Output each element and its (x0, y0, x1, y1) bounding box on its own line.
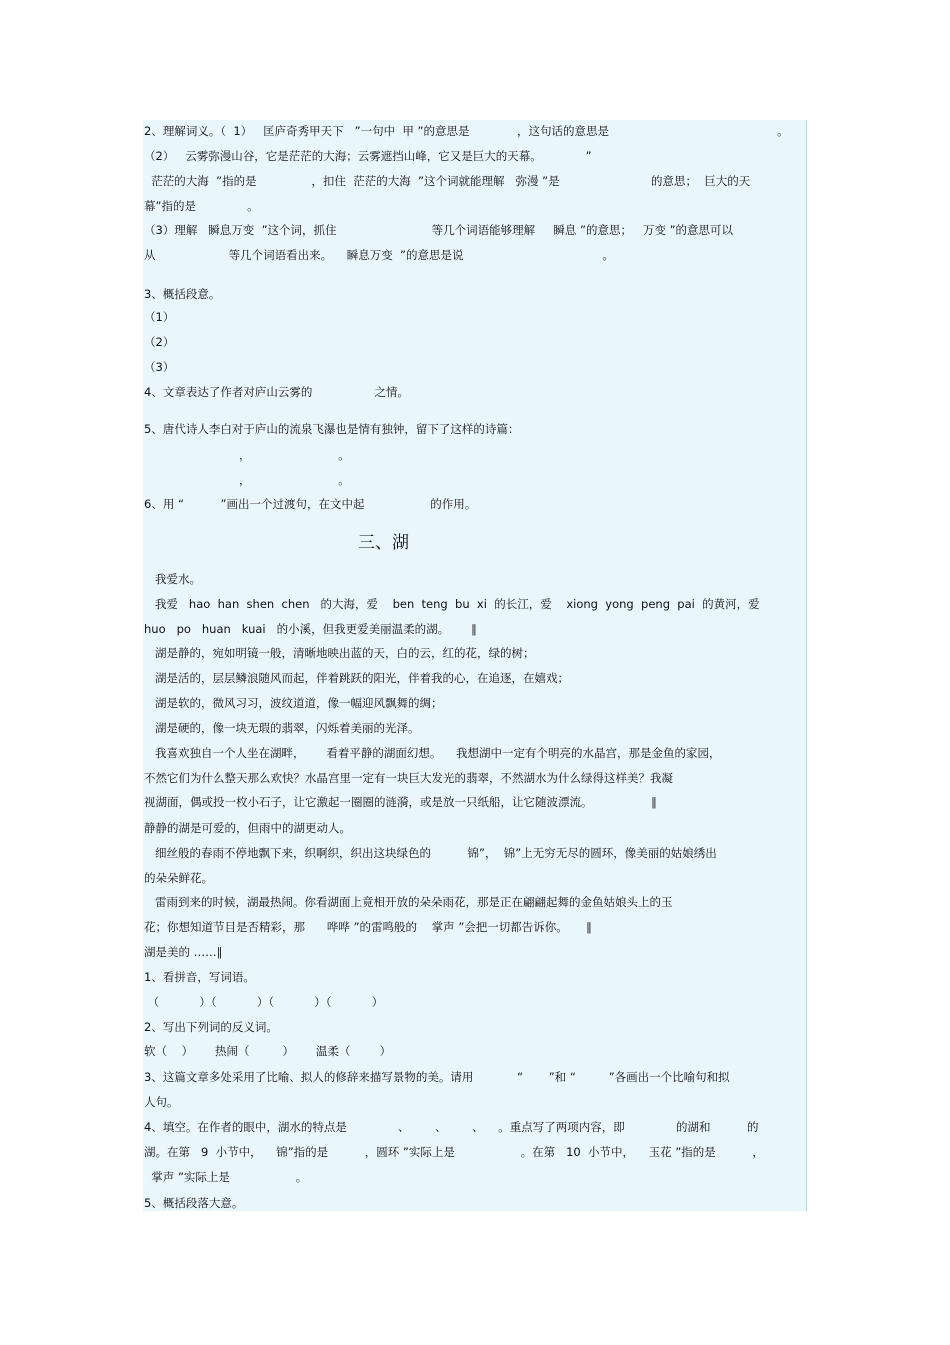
ex3-question-line1: 3、这篇文章多处采用了比喻、拟人的修辞来描写景物的美。请用 “ ”和 “ ”各画出一个比喻句和拟 (144, 1070, 730, 1084)
passage-para-2-line2: huo po huan kuai 的小溪，但我更爱美丽温柔的湖。 ∥ (144, 622, 477, 636)
q3-item-1: （1） (144, 310, 175, 324)
q2-part2-line3: 幕”指的是 。 (144, 199, 259, 213)
q2-part2-line2: 茫茫的大海 ”指的是 ，扣住 茫茫的大海 ”这个词就能理解 弥漫 ”是 的意思； 巨大的天 (144, 174, 751, 188)
q3-item-2: （2） (144, 335, 175, 349)
passage-para-7-line1: 我喜欢独自一个人坐在湖畔， 看着平静的湖面幻想。 我想湖中一定有个明亮的水晶宫，那是金鱼的家园， (144, 746, 721, 760)
q2-part3-line2: 从 等几个词语看出来。 瞬息万变 ”的意思是说 。 (144, 248, 614, 262)
passage-para-10-line2: 花；你想知道节目是否精彩，那 哗哗 ”的雷鸣般的 掌声 ”会把一切都告诉你。 ∥ (144, 920, 592, 934)
passage-para-3: 湖是静的，宛如明镜一般，清晰地映出蓝的天，白的云，红的花，绿的树； (144, 646, 535, 660)
ex4-line3: 掌声 ”实际上是 。 (144, 1170, 308, 1184)
passage-para-7-line2: 不然它们为什么整天那么欢快？水晶宫里一定有一块巨大发光的翡翠，不然湖水为什么绿得这样美？我凝 (144, 771, 673, 785)
passage-para-2-line1: 我爱 hao han shen chen 的大海，爱 ben teng bu xi 的长江，爱 xiong yong peng pai 的黄河，爱 (144, 597, 760, 611)
q6-question: 6、用 “ ”画出一个过渡句，在文中起 的作用。 (144, 497, 477, 511)
passage-para-9-line1: 细丝般的春雨不停地飘下来，织啊织，织出这块绿色的 锦”， 锦”上无穷无尽的圆环，像美丽的姑娘绣出 (144, 846, 717, 860)
ex4-line2: 湖。在第 9 小节中， 锦”指的是 ，圆环 ”实际上是 。在第 10 小节中， 玉花 ”指的是 ， (144, 1145, 764, 1159)
poem-line-2: ， 。 (144, 473, 350, 487)
passage-para-5: 湖是软的，微风习习，波纹道道，像一幅迎风飘舞的绸； (144, 696, 443, 710)
passage-para-8: 静静的湖是可爱的，但雨中的湖更动人。 (144, 821, 351, 835)
passage-para-9-line2: 的朵朵鲜花。 (144, 871, 213, 885)
section-title-lake: 三、湖 (358, 533, 409, 553)
passage-para-11: 湖是美的 ……∥ (144, 945, 223, 959)
q4-question: 4、文章表达了作者对庐山云雾的 之情。 (144, 385, 409, 399)
ex1-question: 1、看拼音，写词语。 (144, 970, 255, 984)
q2-part2-sentence: （2） 云雾弥漫山谷，它是茫茫的大海；云雾遮挡山峰，它又是巨大的天幕。 ” (144, 149, 592, 163)
passage-para-4: 湖是活的，层层鳞浪随风而起，伴着跳跃的阳光，伴着我的心，在追逐，在嬉戏； (144, 671, 569, 685)
ex1-blanks: （ ）（ ）（ ）（ ） (144, 995, 384, 1009)
passage-para-1: 我爱水。 (144, 572, 201, 586)
passage-para-7-line3: 视湖面，偶或投一枚小石子，让它激起一圈圈的涟漪，或是放一只纸船，让它随波漂流。 ∥ (144, 795, 657, 809)
poem-line-1: ， 。 (144, 448, 350, 462)
q5-question: 5、唐代诗人李白对于庐山的流泉飞瀑也是情有独钟，留下了这样的诗篇： (144, 422, 520, 436)
q3-item-3: （3） (144, 360, 175, 374)
ex5-question: 5、概括段落大意。 (144, 1196, 244, 1210)
passage-para-10-line1: 雷雨到来的时候，湖最热闹。你看湖面上竟相开放的朵朵雨花，那是正在翩翩起舞的金鱼姑娘头上的玉 (144, 895, 673, 909)
passage-para-6: 湖是硬的，像一块无瑕的翡翠，闪烁着美丽的光泽。 (144, 721, 420, 735)
ex4-line1: 4、填空。在作者的眼中，湖水的特点是 、 、 、 。重点写了两项内容，即 的湖和 的 (144, 1120, 759, 1134)
q2-part3-line1: （3）理解 瞬息万变 ”这个词，抓住 等几个词语能够理解 瞬息 ”的意思； 万变 ”的意思可以 (144, 223, 734, 237)
ex2-blanks: 软（ ） 热闹（ ） 温柔（ ） (144, 1044, 392, 1058)
ex3-question-line2: 人句。 (144, 1095, 179, 1109)
ex2-question: 2、写出下列词的反义词。 (144, 1020, 278, 1034)
q2-intro: 2、理解词义。（ 1） 匡庐奇秀甲天下 ”一句中 甲 ”的意思是 ，这句话的意思是 。 (144, 124, 789, 138)
q3-heading: 3、概括段意。 (144, 287, 221, 301)
